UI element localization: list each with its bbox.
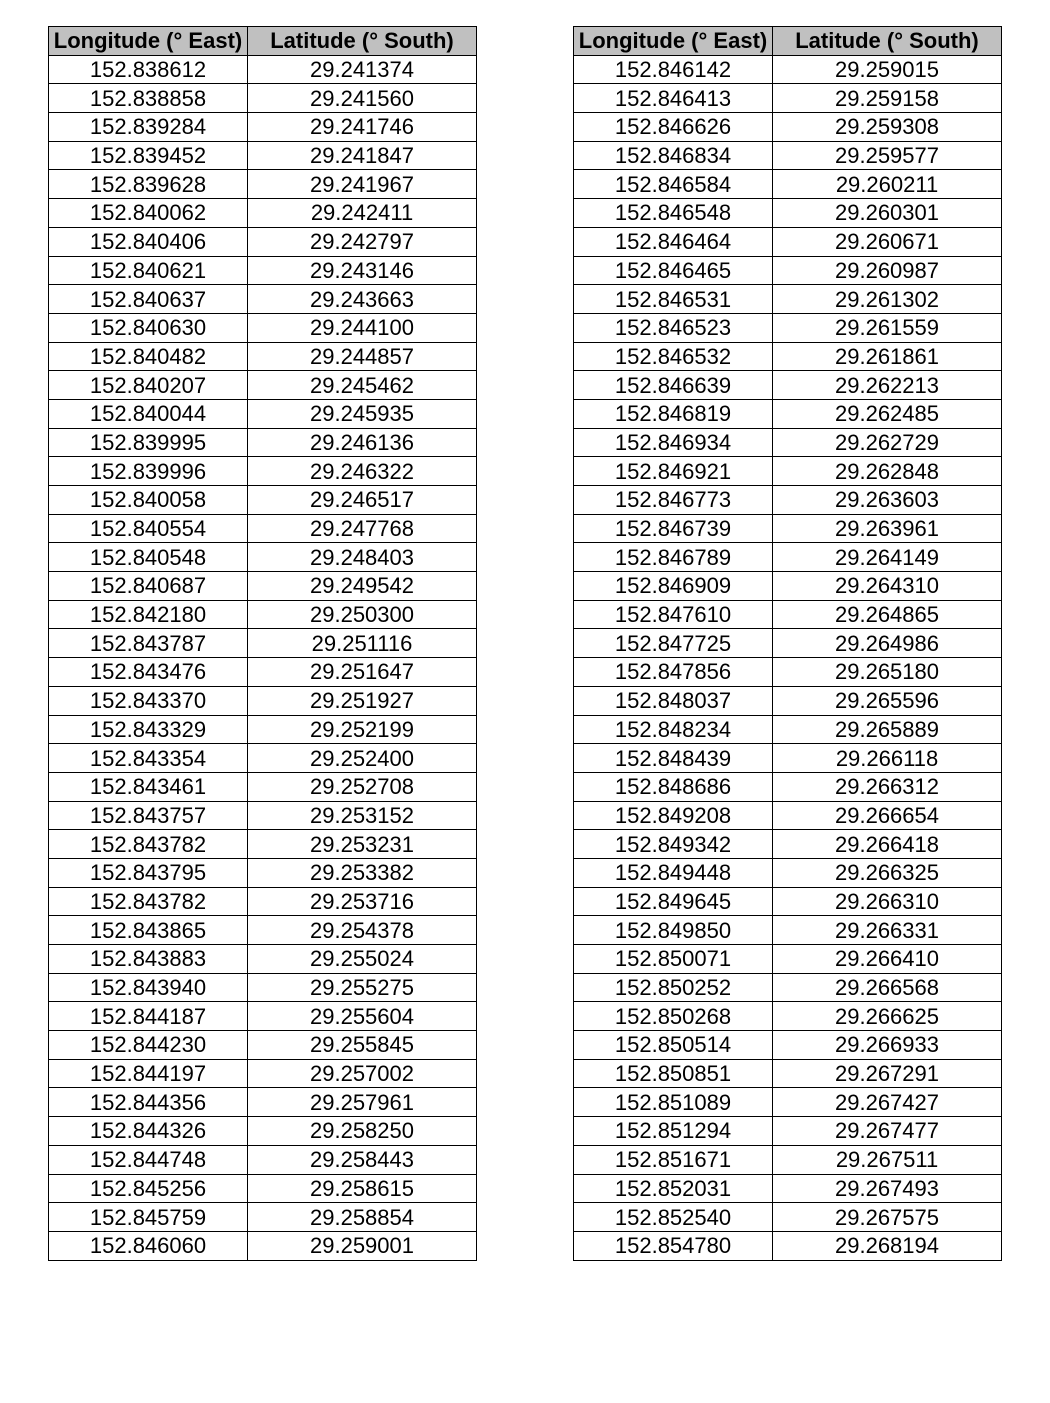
latitude-cell: 29.253382 <box>248 858 477 887</box>
table-header-row <box>574 27 1002 56</box>
latitude-cell: 29.247768 <box>248 514 477 543</box>
latitude-cell: 29.249542 <box>248 572 477 601</box>
longitude-cell: 152.852540 <box>574 1203 773 1232</box>
longitude-cell: 152.845759 <box>49 1203 248 1232</box>
longitude-cell: 152.839628 <box>49 170 248 199</box>
table-row <box>574 973 1002 1002</box>
latitude-cell: 29.251927 <box>248 686 477 715</box>
table-row <box>49 830 477 859</box>
latitude-cell: 29.266933 <box>773 1031 1002 1060</box>
longitude-cell: 152.850514 <box>574 1031 773 1060</box>
longitude-cell: 152.838612 <box>49 55 248 84</box>
longitude-cell: 152.840044 <box>49 399 248 428</box>
latitude-cell: 29.259158 <box>773 84 1002 113</box>
longitude-cell: 152.843865 <box>49 916 248 945</box>
longitude-cell: 152.839284 <box>49 113 248 142</box>
longitude-cell: 152.845256 <box>49 1174 248 1203</box>
table-row <box>574 1031 1002 1060</box>
latitude-cell: 29.265889 <box>773 715 1002 744</box>
longitude-cell: 152.852031 <box>574 1174 773 1203</box>
latitude-cell: 29.263961 <box>773 514 1002 543</box>
longitude-cell: 152.847856 <box>574 658 773 687</box>
table-row <box>574 945 1002 974</box>
longitude-cell: 152.846464 <box>574 227 773 256</box>
latitude-cell: 29.255275 <box>248 973 477 1002</box>
longitude-cell: 152.840482 <box>49 342 248 371</box>
latitude-cell: 29.255604 <box>248 1002 477 1031</box>
longitude-cell: 152.843476 <box>49 658 248 687</box>
latitude-cell: 29.251116 <box>248 629 477 658</box>
latitude-cell: 29.264865 <box>773 600 1002 629</box>
table-row <box>49 887 477 916</box>
longitude-cell: 152.844326 <box>49 1117 248 1146</box>
latitude-cell: 29.241560 <box>248 84 477 113</box>
table-row <box>574 1117 1002 1146</box>
longitude-cell: 152.844356 <box>49 1088 248 1117</box>
table-row <box>49 572 477 601</box>
table-row <box>574 113 1002 142</box>
longitude-cell: 152.843782 <box>49 830 248 859</box>
latitude-cell: 29.242411 <box>248 199 477 228</box>
latitude-cell: 29.258615 <box>248 1174 477 1203</box>
longitude-cell: 152.846934 <box>574 428 773 457</box>
table-row <box>49 1203 477 1232</box>
latitude-cell: 29.262485 <box>773 399 1002 428</box>
table-row <box>49 399 477 428</box>
table-row <box>49 1002 477 1031</box>
latitude-cell: 29.261302 <box>773 285 1002 314</box>
longitude-cell: 152.838858 <box>49 84 248 113</box>
longitude-cell: 152.840207 <box>49 371 248 400</box>
table-row <box>574 486 1002 515</box>
table-row <box>49 1059 477 1088</box>
latitude-cell: 29.266325 <box>773 858 1002 887</box>
latitude-cell: 29.246517 <box>248 486 477 515</box>
table-row <box>574 543 1002 572</box>
table-row <box>49 945 477 974</box>
longitude-cell: 152.849342 <box>574 830 773 859</box>
table-row <box>574 199 1002 228</box>
table-row <box>574 715 1002 744</box>
latitude-cell: 29.267493 <box>773 1174 1002 1203</box>
latitude-cell: 29.257002 <box>248 1059 477 1088</box>
longitude-cell: 152.840630 <box>49 313 248 342</box>
table-row <box>49 772 477 801</box>
latitude-cell: 29.267575 <box>773 1203 1002 1232</box>
longitude-cell: 152.846548 <box>574 199 773 228</box>
latitude-cell: 29.246136 <box>248 428 477 457</box>
longitude-cell: 152.843329 <box>49 715 248 744</box>
table-row <box>574 887 1002 916</box>
longitude-cell: 152.850071 <box>574 945 773 974</box>
latitude-cell: 29.253152 <box>248 801 477 830</box>
latitude-cell: 29.245462 <box>248 371 477 400</box>
table-row <box>574 457 1002 486</box>
table-row <box>574 141 1002 170</box>
table-row <box>49 1145 477 1174</box>
table-row <box>49 1231 477 1260</box>
latitude-cell: 29.243146 <box>248 256 477 285</box>
latitude-cell: 29.242797 <box>248 227 477 256</box>
latitude-cell: 29.259015 <box>773 55 1002 84</box>
longitude-cell: 152.849850 <box>574 916 773 945</box>
latitude-cell: 29.266654 <box>773 801 1002 830</box>
longitude-cell: 152.843787 <box>49 629 248 658</box>
table-row <box>574 1145 1002 1174</box>
table-row <box>49 256 477 285</box>
table-row <box>574 686 1002 715</box>
table-row <box>574 916 1002 945</box>
latitude-cell: 29.255845 <box>248 1031 477 1060</box>
longitude-cell: 152.839995 <box>49 428 248 457</box>
longitude-cell: 152.850268 <box>574 1002 773 1031</box>
table-row <box>49 84 477 113</box>
longitude-cell: 152.840062 <box>49 199 248 228</box>
longitude-cell: 152.846773 <box>574 486 773 515</box>
longitude-cell: 152.846834 <box>574 141 773 170</box>
longitude-cell: 152.846739 <box>574 514 773 543</box>
latitude-cell: 29.258854 <box>248 1203 477 1232</box>
table-row <box>49 1088 477 1117</box>
longitude-cell: 152.843795 <box>49 858 248 887</box>
table-row <box>574 285 1002 314</box>
longitude-cell: 152.843782 <box>49 887 248 916</box>
latitude-cell: 29.244100 <box>248 313 477 342</box>
latitude-cell: 29.259308 <box>773 113 1002 142</box>
table-row <box>49 973 477 1002</box>
latitude-cell: 29.266410 <box>773 945 1002 974</box>
table-row <box>49 285 477 314</box>
latitude-cell: 29.245935 <box>248 399 477 428</box>
longitude-cell: 152.840548 <box>49 543 248 572</box>
table-row <box>574 371 1002 400</box>
table-row <box>49 514 477 543</box>
latitude-cell: 29.266568 <box>773 973 1002 1002</box>
table-row <box>574 1203 1002 1232</box>
table-row <box>49 457 477 486</box>
longitude-cell: 152.839452 <box>49 141 248 170</box>
longitude-cell: 152.851294 <box>574 1117 773 1146</box>
latitude-cell: 29.268194 <box>773 1231 1002 1260</box>
longitude-cell: 152.846465 <box>574 256 773 285</box>
table-row <box>49 858 477 887</box>
latitude-cell: 29.259577 <box>773 141 1002 170</box>
longitude-cell: 152.840687 <box>49 572 248 601</box>
table-row <box>49 141 477 170</box>
longitude-cell: 152.850851 <box>574 1059 773 1088</box>
longitude-cell: 152.849645 <box>574 887 773 916</box>
latitude-cell: 29.266310 <box>773 887 1002 916</box>
longitude-cell: 152.840554 <box>49 514 248 543</box>
table-row <box>49 600 477 629</box>
latitude-cell: 29.260987 <box>773 256 1002 285</box>
latitude-cell: 29.252400 <box>248 744 477 773</box>
latitude-cell: 29.252708 <box>248 772 477 801</box>
table-row <box>49 686 477 715</box>
table-row <box>49 629 477 658</box>
table-row <box>574 514 1002 543</box>
latitude-header: Latitude (° South) <box>248 27 477 56</box>
table-row <box>574 772 1002 801</box>
longitude-cell: 152.846531 <box>574 285 773 314</box>
latitude-cell: 29.266331 <box>773 916 1002 945</box>
table-header-row <box>49 27 477 56</box>
table-row <box>49 1174 477 1203</box>
table-row <box>574 84 1002 113</box>
longitude-cell: 152.851671 <box>574 1145 773 1174</box>
table-row <box>49 486 477 515</box>
longitude-cell: 152.846789 <box>574 543 773 572</box>
latitude-cell: 29.260301 <box>773 199 1002 228</box>
table-row <box>49 658 477 687</box>
longitude-cell: 152.846142 <box>574 55 773 84</box>
table-row <box>49 428 477 457</box>
table-row <box>574 801 1002 830</box>
latitude-cell: 29.248403 <box>248 543 477 572</box>
longitude-cell: 152.843940 <box>49 973 248 1002</box>
longitude-cell: 152.846921 <box>574 457 773 486</box>
longitude-cell: 152.846639 <box>574 371 773 400</box>
table-row <box>574 399 1002 428</box>
longitude-cell: 152.843461 <box>49 772 248 801</box>
longitude-cell: 152.840637 <box>49 285 248 314</box>
table-row <box>574 170 1002 199</box>
latitude-cell: 29.266312 <box>773 772 1002 801</box>
longitude-cell: 152.839996 <box>49 457 248 486</box>
latitude-cell: 29.267511 <box>773 1145 1002 1174</box>
table-row <box>49 1117 477 1146</box>
latitude-cell: 29.260211 <box>773 170 1002 199</box>
longitude-cell: 152.843757 <box>49 801 248 830</box>
longitude-cell: 152.854780 <box>574 1231 773 1260</box>
table-row <box>49 227 477 256</box>
longitude-cell: 152.844187 <box>49 1002 248 1031</box>
latitude-cell: 29.264310 <box>773 572 1002 601</box>
table-row <box>574 1174 1002 1203</box>
latitude-cell: 29.253716 <box>248 887 477 916</box>
longitude-cell: 152.849208 <box>574 801 773 830</box>
table-row <box>574 744 1002 773</box>
latitude-cell: 29.264149 <box>773 543 1002 572</box>
table-row <box>574 600 1002 629</box>
latitude-cell: 29.264986 <box>773 629 1002 658</box>
longitude-cell: 152.842180 <box>49 600 248 629</box>
longitude-cell: 152.850252 <box>574 973 773 1002</box>
latitude-cell: 29.261861 <box>773 342 1002 371</box>
longitude-cell: 152.849448 <box>574 858 773 887</box>
longitude-cell: 152.846819 <box>574 399 773 428</box>
longitude-cell: 152.844197 <box>49 1059 248 1088</box>
table-row <box>49 543 477 572</box>
longitude-cell: 152.843883 <box>49 945 248 974</box>
table-row <box>49 113 477 142</box>
latitude-cell: 29.254378 <box>248 916 477 945</box>
longitude-cell: 152.848037 <box>574 686 773 715</box>
latitude-cell: 29.255024 <box>248 945 477 974</box>
table-row <box>574 1088 1002 1117</box>
longitude-cell: 152.846523 <box>574 313 773 342</box>
longitude-cell: 152.846060 <box>49 1231 248 1260</box>
table-row <box>49 342 477 371</box>
latitude-cell: 29.258250 <box>248 1117 477 1146</box>
latitude-cell: 29.266118 <box>773 744 1002 773</box>
table-row <box>574 858 1002 887</box>
latitude-cell: 29.253231 <box>248 830 477 859</box>
longitude-cell: 152.846413 <box>574 84 773 113</box>
coordinates-table-left <box>48 26 477 1261</box>
longitude-cell: 152.846626 <box>574 113 773 142</box>
latitude-cell: 29.246322 <box>248 457 477 486</box>
latitude-cell: 29.263603 <box>773 486 1002 515</box>
longitude-cell: 152.847610 <box>574 600 773 629</box>
latitude-cell: 29.262729 <box>773 428 1002 457</box>
table-row <box>49 801 477 830</box>
latitude-cell: 29.266625 <box>773 1002 1002 1031</box>
table-row <box>49 744 477 773</box>
latitude-cell: 29.261559 <box>773 313 1002 342</box>
latitude-cell: 29.241967 <box>248 170 477 199</box>
latitude-cell: 29.262213 <box>773 371 1002 400</box>
table-row <box>49 916 477 945</box>
table-row <box>49 715 477 744</box>
longitude-cell: 152.846532 <box>574 342 773 371</box>
longitude-cell: 152.843370 <box>49 686 248 715</box>
longitude-cell: 152.851089 <box>574 1088 773 1117</box>
longitude-cell: 152.848439 <box>574 744 773 773</box>
longitude-cell: 152.846584 <box>574 170 773 199</box>
table-row <box>574 1059 1002 1088</box>
table-row <box>49 1031 477 1060</box>
longitude-header: Longitude (° East) <box>49 27 248 56</box>
table-row <box>574 313 1002 342</box>
longitude-cell: 152.844230 <box>49 1031 248 1060</box>
table-row <box>574 572 1002 601</box>
latitude-cell: 29.244857 <box>248 342 477 371</box>
latitude-cell: 29.267427 <box>773 1088 1002 1117</box>
table-row <box>574 227 1002 256</box>
table-row <box>574 830 1002 859</box>
table-row <box>49 199 477 228</box>
table-row <box>574 629 1002 658</box>
latitude-cell: 29.265596 <box>773 686 1002 715</box>
table-row <box>574 658 1002 687</box>
latitude-cell: 29.243663 <box>248 285 477 314</box>
table-row <box>574 256 1002 285</box>
latitude-cell: 29.265180 <box>773 658 1002 687</box>
table-row <box>574 428 1002 457</box>
latitude-cell: 29.250300 <box>248 600 477 629</box>
longitude-cell: 152.847725 <box>574 629 773 658</box>
table-row <box>49 55 477 84</box>
longitude-cell: 152.846909 <box>574 572 773 601</box>
longitude-cell: 152.848686 <box>574 772 773 801</box>
latitude-cell: 29.241847 <box>248 141 477 170</box>
table-row <box>49 371 477 400</box>
latitude-cell: 29.262848 <box>773 457 1002 486</box>
latitude-cell: 29.258443 <box>248 1145 477 1174</box>
latitude-cell: 29.252199 <box>248 715 477 744</box>
table-row <box>574 342 1002 371</box>
table-row <box>574 1231 1002 1260</box>
latitude-cell: 29.241746 <box>248 113 477 142</box>
latitude-header: Latitude (° South) <box>773 27 1002 56</box>
latitude-cell: 29.267291 <box>773 1059 1002 1088</box>
latitude-cell: 29.266418 <box>773 830 1002 859</box>
longitude-header: Longitude (° East) <box>574 27 773 56</box>
latitude-cell: 29.241374 <box>248 55 477 84</box>
longitude-cell: 152.840621 <box>49 256 248 285</box>
latitude-cell: 29.251647 <box>248 658 477 687</box>
latitude-cell: 29.260671 <box>773 227 1002 256</box>
longitude-cell: 152.843354 <box>49 744 248 773</box>
table-row <box>574 1002 1002 1031</box>
latitude-cell: 29.257961 <box>248 1088 477 1117</box>
table-row <box>49 170 477 199</box>
longitude-cell: 152.848234 <box>574 715 773 744</box>
coordinates-table-right <box>573 26 1002 1261</box>
longitude-cell: 152.844748 <box>49 1145 248 1174</box>
table-row <box>49 313 477 342</box>
latitude-cell: 29.259001 <box>248 1231 477 1260</box>
table-row <box>574 55 1002 84</box>
longitude-cell: 152.840406 <box>49 227 248 256</box>
longitude-cell: 152.840058 <box>49 486 248 515</box>
latitude-cell: 29.267477 <box>773 1117 1002 1146</box>
